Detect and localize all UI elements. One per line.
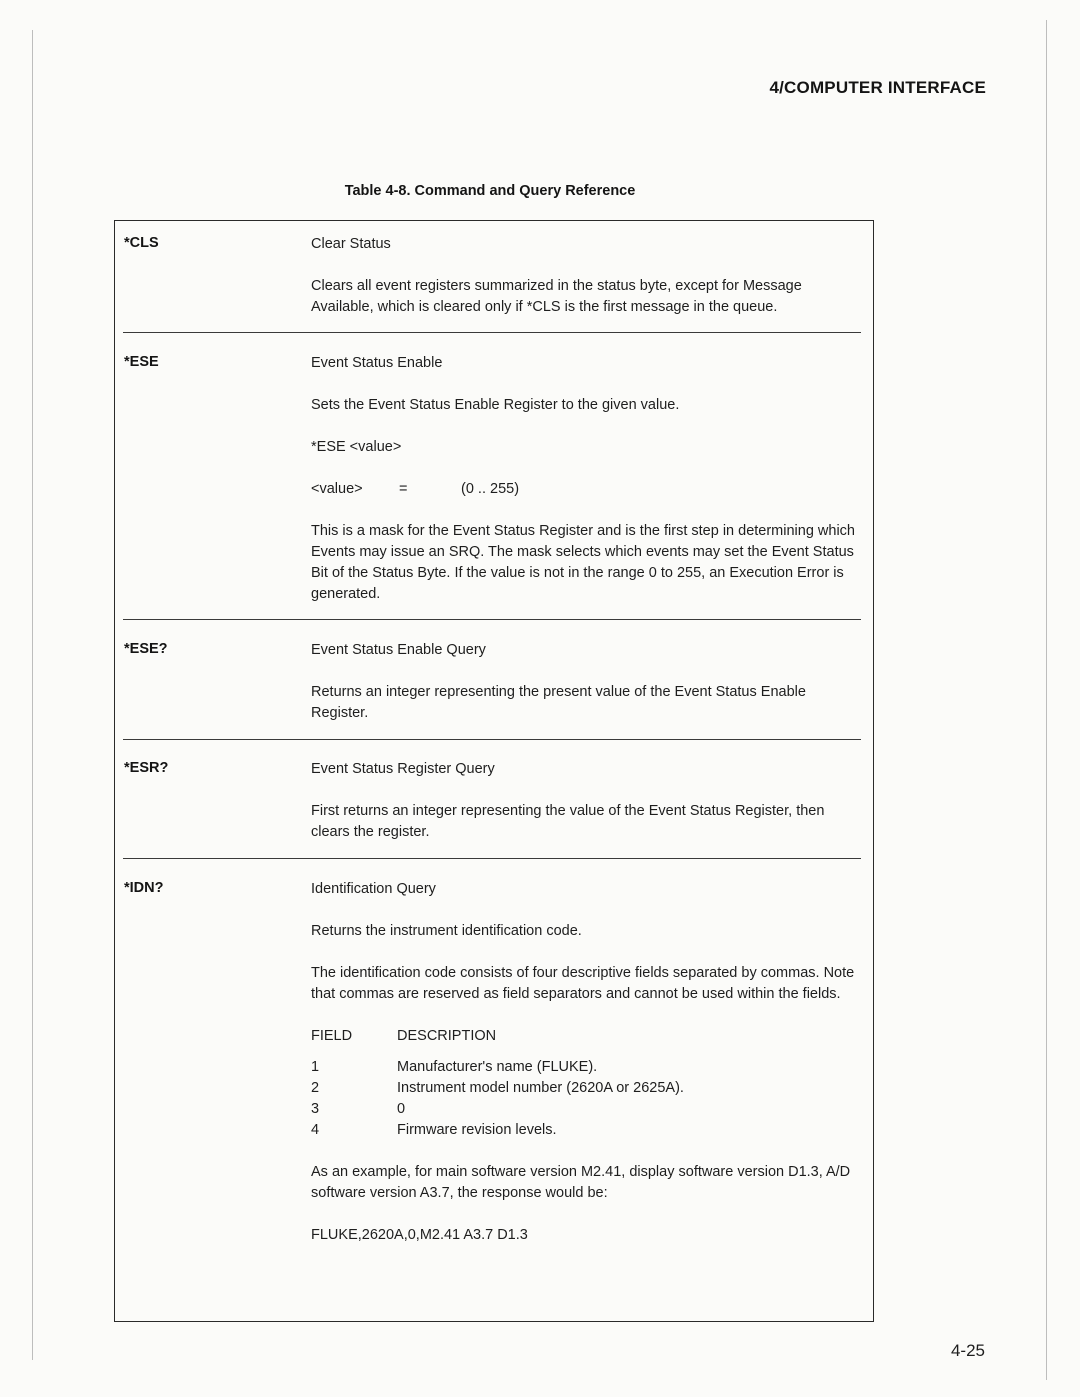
- value-range: (0 .. 255): [461, 481, 520, 497]
- command-name: Event Status Register Query: [311, 761, 495, 777]
- example-response: FLUKE,2620A,0,M2.41 A3.7 D1.3: [311, 1227, 528, 1243]
- value-label: <value>: [311, 481, 363, 497]
- command-label: *IDN?: [124, 880, 164, 896]
- command-text: Returns the instrument identification code.: [311, 923, 582, 939]
- command-name: Clear Status: [311, 236, 391, 252]
- command-name: Identification Query: [311, 881, 436, 897]
- command-reference-table: [114, 220, 874, 1322]
- command-label: *ESR?: [124, 760, 169, 776]
- field-description: 0: [397, 1101, 406, 1117]
- command-description: [311, 234, 859, 318]
- fields-header-row: [311, 1026, 684, 1047]
- command-description: [311, 879, 859, 1246]
- field-row: [311, 1078, 684, 1099]
- command-label: *ESE?: [124, 641, 168, 657]
- field-description: Firmware revision levels.: [397, 1122, 557, 1138]
- page-header-title: 4/COMPUTER INTERFACE: [769, 78, 986, 97]
- field-number: 1: [311, 1059, 320, 1075]
- description-header: DESCRIPTION: [397, 1028, 497, 1044]
- command-description: [311, 640, 859, 724]
- field-description: Instrument model number (2620A or 2625A).: [397, 1080, 684, 1096]
- page-number: 4-25: [950, 1341, 985, 1360]
- command-name: Event Status Enable: [311, 355, 443, 371]
- field-description: Manufacturer's name (FLUKE).: [397, 1059, 598, 1075]
- row-divider: [123, 332, 861, 333]
- id-fields-table: [311, 1026, 684, 1141]
- command-description: [311, 353, 859, 605]
- command-text: First returns an integer representing the value of the Event Status Register, then clears the register.: [311, 803, 825, 840]
- command-detail: The identification code consists of four descriptive fields separated by commas. Note that commas are reserved as field separators and cannot be used within the fields.: [311, 965, 855, 1002]
- command-text: Returns an integer representing the present value of the Event Status Enable Register.: [311, 684, 806, 721]
- command-syntax: *ESE <value>: [311, 439, 402, 455]
- scan-edge-right: [1046, 20, 1047, 1380]
- row-divider: [123, 739, 861, 740]
- table-caption: Table 4-8. Command and Query Reference: [344, 183, 636, 199]
- value-equals: =: [399, 481, 408, 497]
- field-row: [311, 1120, 684, 1141]
- command-text: Clears all event registers summarized in the status byte, except for Message Available, which is cleared only if *CLS is the first message in the queue.: [311, 278, 802, 315]
- command-note: This is a mask for the Event Status Register and is the first step in determining which Events may issue an SRQ. The mask selects which events may set the Event Status Bit of the Status Byte. If the value is not in the range 0 to 255, an Execution Error is generated.: [311, 523, 855, 602]
- field-number: 3: [311, 1101, 320, 1117]
- command-name: Event Status Enable Query: [311, 642, 486, 658]
- row-divider: [123, 858, 861, 859]
- field-number: 4: [311, 1122, 320, 1138]
- field-row: [311, 1099, 684, 1120]
- command-label: *CLS: [124, 235, 159, 251]
- command-text: Sets the Event Status Enable Register to the given value.: [311, 397, 680, 413]
- example-text: As an example, for main software version M2.41, display software version D1.3, A/D software version A3.7, the response would be:: [311, 1164, 851, 1201]
- command-description: [311, 759, 859, 843]
- field-header: FIELD: [311, 1028, 353, 1044]
- row-divider: [123, 619, 861, 620]
- value-definition: [311, 479, 859, 500]
- scan-edge-left: [32, 30, 33, 1360]
- field-row: [311, 1057, 684, 1078]
- command-label: *ESE: [124, 354, 159, 370]
- field-number: 2: [311, 1080, 320, 1096]
